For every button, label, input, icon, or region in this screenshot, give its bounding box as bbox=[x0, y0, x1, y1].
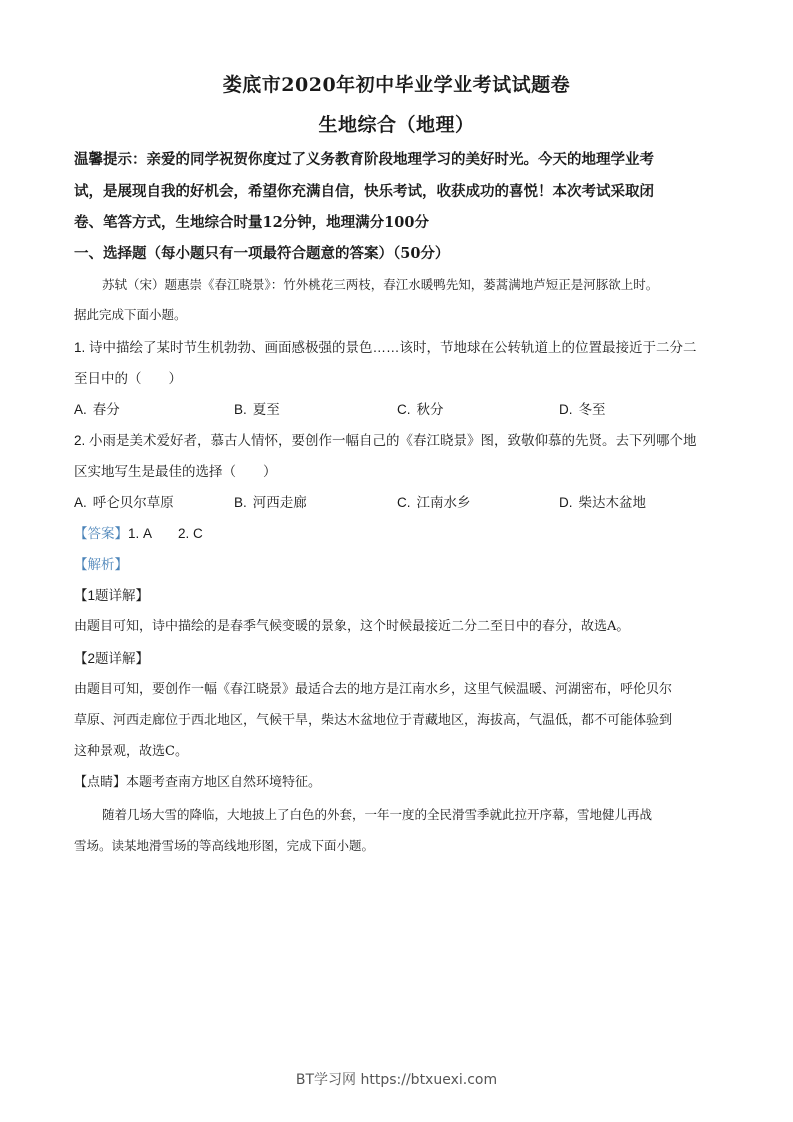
question-1-option-a: A. 春分 bbox=[74, 402, 120, 417]
question-2-option-b: B. 河西走廊 bbox=[234, 495, 307, 510]
q2-detail-line-1: 由题目可知，要创作一幅《春江晓景》最适合去的地方是江南水乡，这里气候温暖、河湖密布，呼伦贝尔 bbox=[74, 682, 673, 697]
q1-detail-heading: 【1题详解】 bbox=[74, 588, 150, 603]
poem-instruction: 据此完成下面小题。 bbox=[74, 307, 187, 322]
q2-detail-heading: 【2题详解】 bbox=[74, 651, 150, 666]
answer-label: 【答案】 bbox=[74, 526, 128, 541]
question-1-line-1: 1. 诗中描绘了某时节生机勃勃、画面感极强的景色……该时，节地球在公转轨道上的位置最接近于二分二 bbox=[74, 340, 697, 355]
next-intro-line-2: 雪场。读某地滑雪场的等高线地形图，完成下面小题。 bbox=[74, 838, 375, 853]
answer-1: 1. A bbox=[128, 526, 153, 541]
comment-row bbox=[74, 773, 724, 793]
q2-detail-line-3: 这种景观，故选C。 bbox=[74, 744, 188, 759]
exam-subtitle: 生地综合（地理） bbox=[318, 114, 475, 136]
question-2-line-2: 区实地写生是最佳的选择（ ） bbox=[74, 464, 277, 479]
comment-label: 【点睛】 bbox=[74, 775, 127, 790]
exam-title: 娄底市2020年初中毕业学业考试试题卷 bbox=[222, 74, 571, 96]
section-heading: 一、选择题（每小题只有一项最符合题意的答案）（50分） bbox=[74, 245, 450, 262]
next-intro-line-1: 随着几场大雪的降临，大地披上了白色的外套，一年一度的全民滑雪季就此拉开序幕，雪地健儿再战 bbox=[102, 807, 653, 822]
question-2-option-c: C. 江南水乡 bbox=[397, 495, 471, 510]
q2-detail-line-2: 草原、河西走廊位于西北地区，气候干旱，柴达木盆地位于青藏地区，海拔高，气温低，都不可能体验到 bbox=[74, 713, 673, 728]
question-1-option-c: C. 秋分 bbox=[397, 402, 444, 417]
notice-line-1: 温馨提示：亲爱的同学祝贺你度过了义务教育阶段地理学习的美好时光。今天的地理学业考 bbox=[74, 151, 654, 168]
poem-intro: 苏轼（宋）题惠崇《春江晓景》：竹外桃花三两枝，春江水暖鸭先知，蒌蒿满地芦短正是河豚欲上时。 bbox=[102, 277, 659, 292]
question-1-option-d: D. 冬至 bbox=[559, 402, 606, 417]
question-1-line-2: 至日中的（ ） bbox=[74, 371, 182, 386]
answer-2: 2. C bbox=[178, 526, 203, 541]
q1-detail-text: 由题目可知，诗中描绘的是春季气候变暖的景象，这个时候最接近二分二至日中的春分，故选A。 bbox=[74, 619, 630, 634]
notice-line-3: 卷、笔答方式，生地综合时量12分钟，地理满分100分 bbox=[74, 214, 429, 231]
answer-row bbox=[74, 524, 724, 544]
question-2-option-d: D. 柴达木盆地 bbox=[559, 495, 646, 510]
analysis-label: 【解析】 bbox=[74, 557, 128, 572]
notice-line-2: 试，是展现自我的好机会，希望你充满自信，快乐考试，收获成功的喜悦！本次考试采取闭 bbox=[74, 183, 654, 200]
comment-text: 本题考查南方地区自然环境特征。 bbox=[126, 775, 322, 790]
question-1-option-b: B. 夏至 bbox=[234, 402, 280, 417]
question-2-option-a: A. 呼仑贝尔草原 bbox=[74, 495, 174, 510]
question-2-line-1: 2. 小雨是美术爱好者，慕古人情怀，要创作一幅自己的《春江晓景》图，致敬仰慕的先贤。去下列哪个地 bbox=[74, 433, 697, 448]
footer-watermark: BT学习网 https://btxuexi.com bbox=[295, 1072, 498, 1088]
